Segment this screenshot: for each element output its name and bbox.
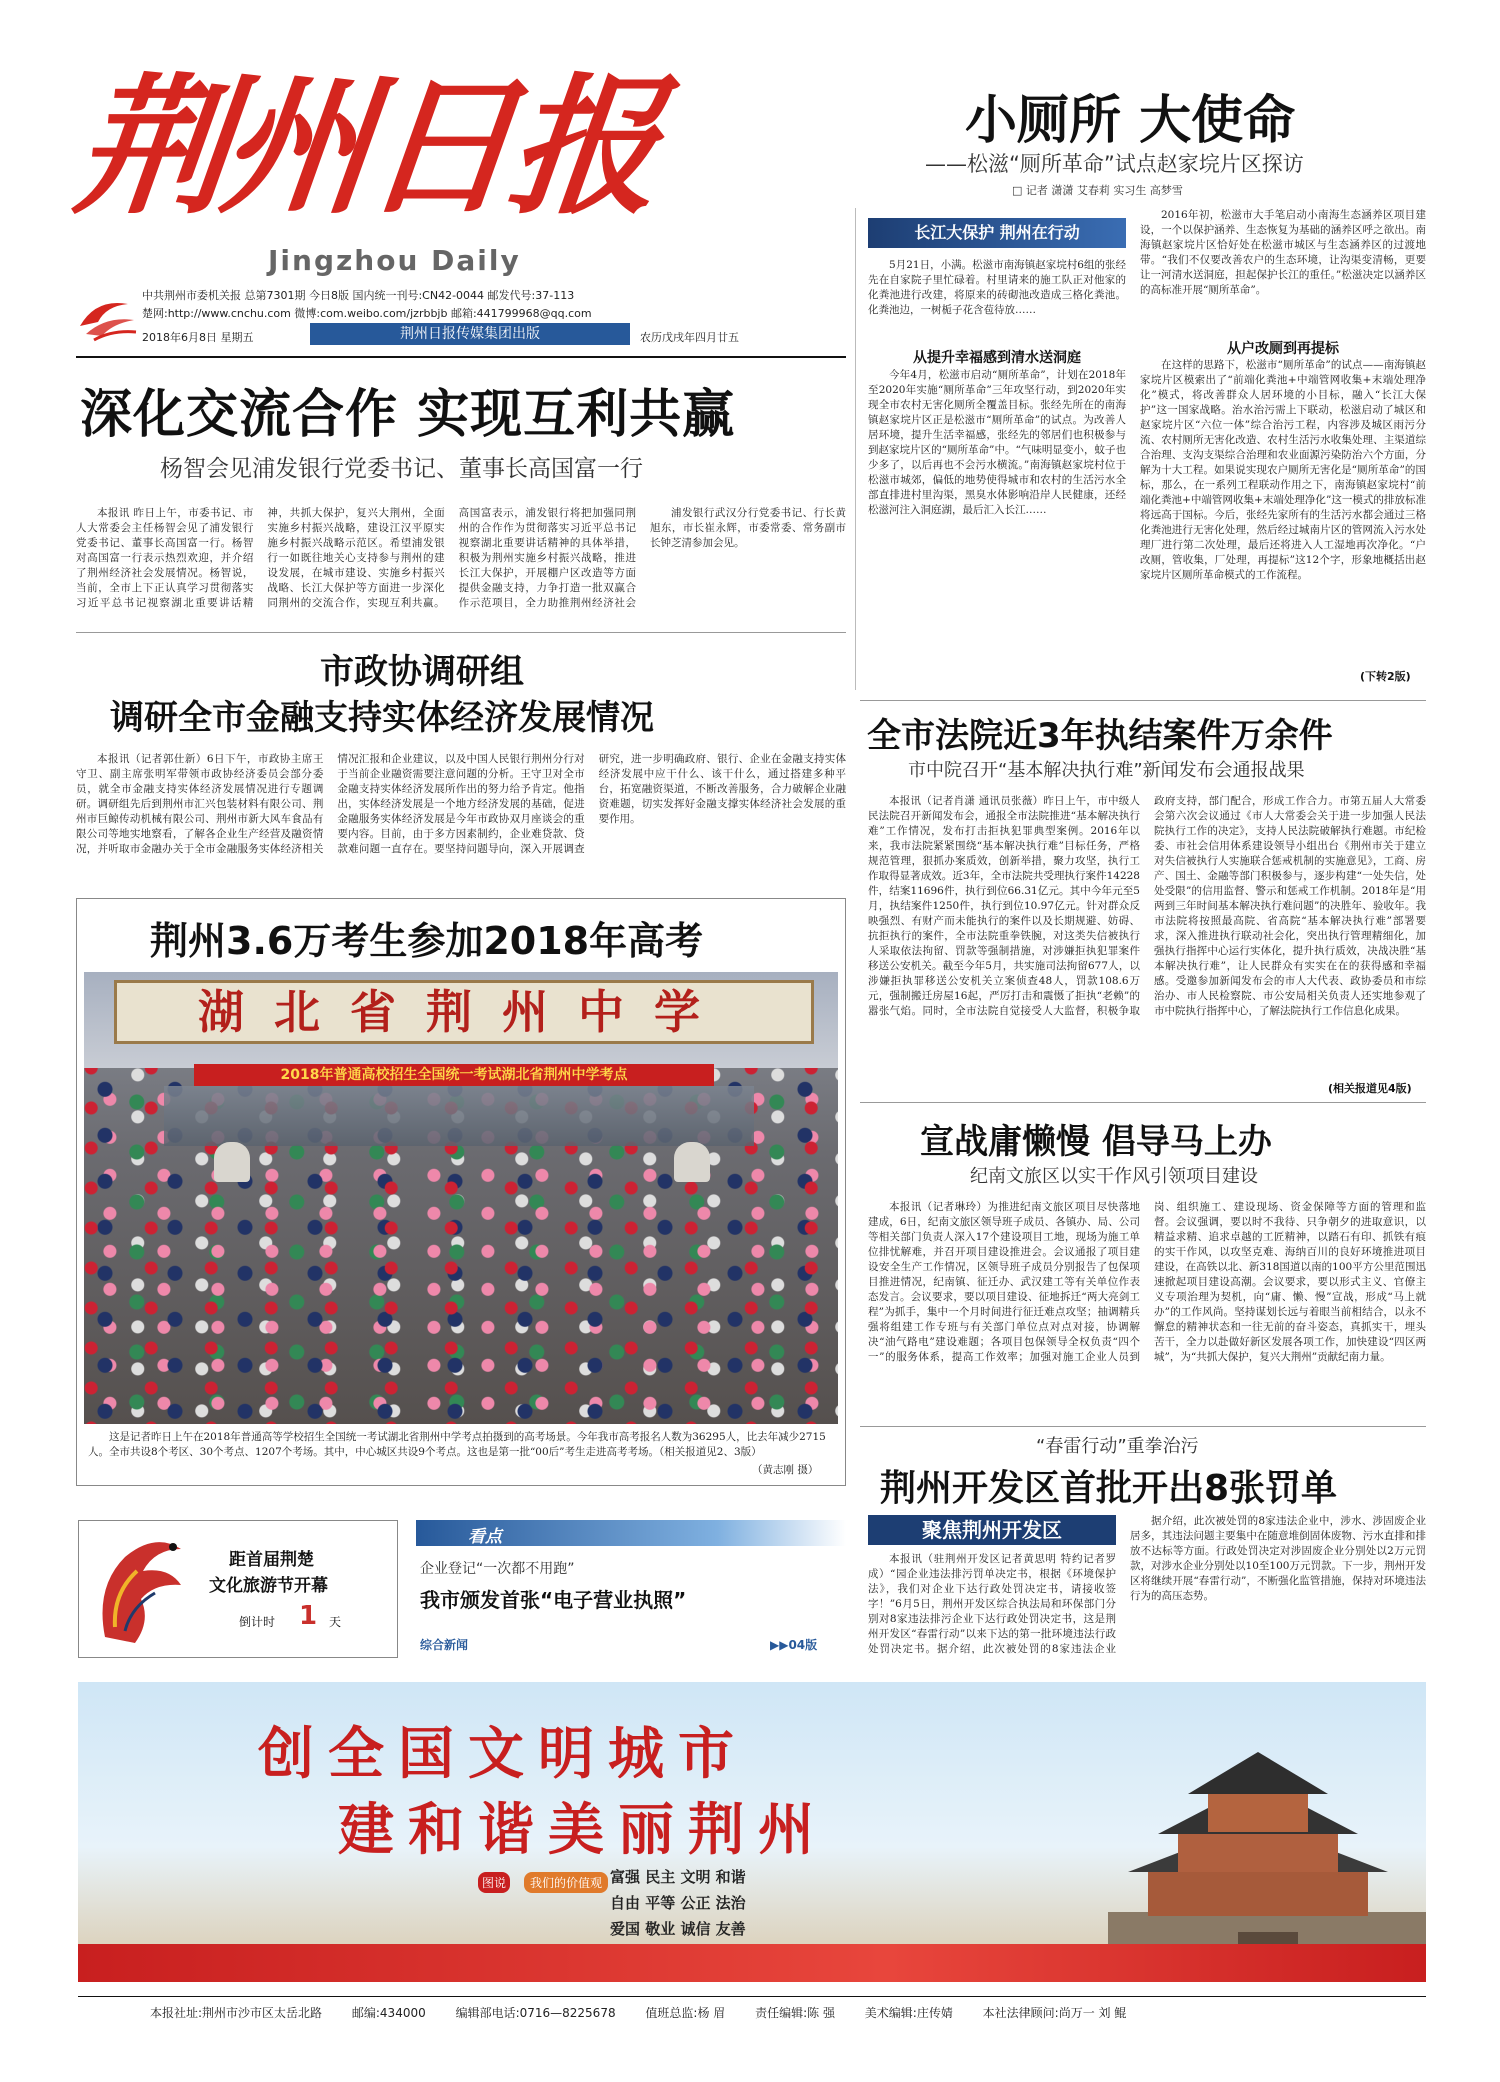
top-story-section2: 从户改厕到再提标 <box>1227 341 1339 357</box>
banner-badge1: 图说 <box>478 1872 510 1893</box>
exam-title: 荆州3.6万考生参加2018年高考 <box>150 919 704 963</box>
rule <box>76 632 846 633</box>
top-story-col2b <box>1140 358 1426 668</box>
court-subtitle: 市中院召开“基本解决执行难”新闻发布会通报战果 <box>908 760 1305 781</box>
banner-values2: 自由 平等 公正 法治 <box>610 1894 746 1912</box>
school-sign <box>114 980 814 1044</box>
masthead-logo: 荆州日报 <box>68 59 664 235</box>
footer-address: 本报社址:荆州市沙市区太岳北路 <box>150 2006 323 2020</box>
top-story-title: 小厕所 大使命 <box>965 91 1296 151</box>
paragraph: 今年4月，松滋市启动“厕所革命”，计划在2018年至2020年实施“厕所革命”三年攻坚行动，到2020年实现全市农村无害化厕所全覆盖目标。张经先所在的南海镇赵家垸片区正是松滋市“厕所革命”的试点。为改善人居环境，提升生活幸福感，张经先的邻居们也积极参与到赵家垸片区的“厕所革命”中。“气味明显变小，蚊子也少多了，以后再也不会污水横流。”南海镇赵家垸村位于松滋市城郊，偏低的地势使得城市和农村的生活污水全部直排进村里沟渠，黑臭水体影响沿岸人民健康，还经松滋河注入洞庭湖，最后汇入长江…… <box>868 369 1126 516</box>
countdown-line1: 距首届荆楚 <box>229 1550 314 1570</box>
dev-body-right <box>1130 1514 1426 1654</box>
banner-line2: 建和谐美丽荆州 <box>338 1797 828 1863</box>
banner-badge2: 我们的价值观 <box>524 1872 608 1893</box>
top-story-byline: □ 记者 潇潇 艾春莉 实习生 高梦雪 <box>1012 184 1183 197</box>
footer-art: 美术编辑:庄传婧 <box>864 2006 953 2020</box>
dev-tag-text: 聚焦荆州开发区 <box>922 1518 1062 1542</box>
top-story-col1b <box>868 368 1126 686</box>
cppcc-title1: 市政协调研组 <box>320 652 524 692</box>
lead-story-body-cont <box>650 506 846 618</box>
masthead-lunar: 农历戊戌年四月廿五 <box>640 331 739 344</box>
highlight-tag: 看点 <box>468 1527 502 1547</box>
lead-story-title: 深化交流合作 实现互利共赢 <box>80 385 736 445</box>
footer-lawyer: 本社法律顾问:尚万一 刘 鲲 <box>982 2006 1127 2020</box>
lazy-subtitle: 纪南文旅区以实干作风引领项目建设 <box>970 1166 1258 1187</box>
paragraph: 本报讯 昨日上午，市委书记、市人大常委会主任杨智会见了浦发银行党委书记、董事长高国富一行。杨智对高国富一行表示热烈欢迎，并介绍了荆州经济社会发展情况。杨智说，当前，全市上下正认真学习贯彻落实习近平总书记视察湖北重要讲话精神，共抓大保护，复兴大荆州，全面实施乡村振兴战略，建设江汉平原实施乡村振兴战略示范区。希望浦发银行一如既往地关心支持参与荆州的建设发展，在城市建设、实施乡村振兴战略、长江大保护等方面进一步深化同荆州的交流合作，实现互利共赢。高国富表示，浦发银行将把加强同荆州的合作作为贯彻落实习近平总书记视察湖北重要讲话精神的具体举措，积极为荆州实施乡村振兴战略，推进长江大保护，开展棚户区改造等方面提供金融支持，力争打造一批双赢合作示范项目，全力助推荆州经济社会 <box>76 507 636 609</box>
dev-body-left <box>868 1552 1116 1654</box>
banner-ribbon <box>78 1944 1426 1982</box>
countdown-box <box>78 1520 398 1658</box>
exam-credit: （黄志刚 摄） <box>752 1464 819 1476</box>
court-note: (相关报道见4版) <box>1328 1082 1412 1095</box>
masthead-info-line2: 楚网:http://www.cnchu.com 微博:com.weibo.com/jzrbbjb 邮箱:441799968@qq.com <box>142 307 592 320</box>
highlight-page-link[interactable]: ▶▶04版 <box>770 1638 818 1652</box>
rule <box>860 1426 1426 1427</box>
footer <box>150 2004 1426 2021</box>
masthead-date: 2018年6月8日 星期五 <box>142 331 254 344</box>
countdown-label: 倒计时 <box>239 1615 276 1629</box>
lead-story-subtitle: 杨智会见浦发银行党委书记、董事长高国富一行 <box>160 456 643 482</box>
banner-values3: 爱国 敬业 诚信 友善 <box>610 1920 746 1938</box>
countdown-line2: 文化旅游节开幕 <box>209 1576 328 1596</box>
footer-phone: 编辑部电话:0716—8225678 <box>455 2006 616 2020</box>
exam-gate-banner-text: 2018年普通高校招生全国统一考试湖北省荆州中学考点 <box>280 1067 628 1083</box>
banner-ad <box>78 1682 1426 1982</box>
highlight-kicker: 企业登记“一次都不用跑” <box>420 1561 575 1577</box>
paragraph: 5月21日，小满。松滋市南海镇赵家垸村6组的张经先在自家院子里忙碌着。村里请来的施工队正对他家的化粪池进行改建，将原来的砖砌池改造成三格化粪池。化粪池边，一树栀子花含苞待放…… <box>868 259 1126 316</box>
city-gate-tower-icon <box>1108 1722 1426 1982</box>
top-story-col2a <box>1140 208 1426 334</box>
paragraph: 本报讯（记者郭仕新）6日下午，市政协主席王守卫、副主席张明军带领市政协经济委员会部分委员，就全市金融支持实体经济发展情况进行专题调研。调研组先后到荆州市汇兴包装材料有限公司、荆州市巨鲸传动机械有限公司、荆州市新大风车食品有限公司等地实地察看，了解各企业生产经营及融资情况，并听取市金融办关于全市金融服务实体经济相关情况汇报和企业建议，以及中国人民银行荆州分行对于当前企业融资需要注意问题的分析。王守卫对全市金融支持实体经济发展所作出的努力给予肯定。他指出，实体经济发展是一个地方经济发展的基础，促进金融服务实体经济发展是今年市政协双月座谈会的重要内容。目前，由于多方因素制约，企业难贷款、贷款难问题一直存在。要坚持问题导向，深入开展调查研究，进一步明确政府、银行、企业在金融支持实体经济发展中应干什么、该干什么，通过搭建多种平台，拓宽融资渠道，不断改善服务，合力破解企业融资难题，切实发挥好金融支撑实体经济社会发展的重要作用。 <box>76 753 846 855</box>
countdown-days: 1 <box>299 1601 318 1631</box>
banner-line1: 创全国文明城市 <box>258 1721 748 1787</box>
footer-postcode: 邮编:434000 <box>351 2006 426 2020</box>
lazy-body <box>868 1200 1426 1410</box>
top-story-tag-text: 长江大保护 荆州在行动 <box>914 223 1080 242</box>
exam-photo <box>84 972 838 1424</box>
rule <box>860 1102 1426 1103</box>
footer-chief: 值班总监:杨 眉 <box>645 2006 726 2020</box>
dev-title: 荆州开发区首批开出8张罚单 <box>880 1468 1338 1509</box>
cppcc-title2: 调研全市金融支持实体经济发展情况 <box>110 698 654 738</box>
exam-gate <box>164 1086 754 1146</box>
lion-statue <box>674 1142 710 1182</box>
masthead-swirl-logo <box>76 296 138 342</box>
paragraph: 浦发银行武汉分行党委书记、行长黄旭东，市长崔永辉，市委常委、常务副市长钟芝清参加会见。 <box>650 507 846 549</box>
lead-story-body <box>76 506 636 618</box>
dev-tag <box>868 1515 1116 1545</box>
exam-caption-text: 这是记者昨日上午在2018年普通高等学校招生全国统一考试湖北省荆州中学考点拍摄到的高考场景。今年我市高考报名人数为36295人，比去年减少2715人。全市共设8个考区、30个考点、1207个考场。其中，中心城区共设9个考点。这也是第一批“00后”考生走进高考考场。（相关报道见2、3版） <box>88 1431 826 1458</box>
phoenix-icon <box>85 1527 195 1651</box>
top-story-section1: 从提升幸福感到清水送洞庭 <box>913 350 1081 366</box>
dev-kicker: “春雷行动”重拳治污 <box>1036 1436 1199 1457</box>
paragraph: 本报讯（驻荆州开发区记者黄思明 特约记者罗成）“园企业违法排污罚单决定书，根据《环境保护法》，我们对企业下达行政处罚决定书，请接收签字！”6月5日，荆州开发区综合执法局和环保部门分别对8家违法排污企业下达行政处罚决定书，这是荆州开发区“春雷行动”以来下达的第一批环境违法行政处罚决定书。据介绍，此次被处罚的8家违法企业 <box>868 1553 1116 1654</box>
masthead-group-bar <box>310 323 630 345</box>
court-title: 全市法院近3年执结案件万余件 <box>867 716 1333 756</box>
lazy-title: 宣战庸懒慢 倡导马上办 <box>920 1122 1272 1162</box>
masthead-info-line1: 中共荆州市委机关报 总第7301期 今日8版 国内统一刊号:CN42-0044 邮发代号:37-113 <box>142 289 575 302</box>
masthead-english: Jingzhou Daily <box>268 244 521 277</box>
paragraph: 本报讯（记者琳玲）为推进纪南文旅区项目尽快落地建成，6日，纪南文旅区领导班子成员、各镇办、局、公司等相关部门负责人深入17个建设项目工地，现场为施工单位排忧解难，并召开项目建设推进会。会议通报了项目建设安全生产工作情况，区领导班子成员分别报告了包保项目推进情况，纪南镇、征迁办、武汉建工等有关单位作表态发言。会议要求，要以项目建设、征地拆迁“两大亮剑工程”为抓手，集中一个月时间进行征迁难点攻坚；抽调精兵强将组建工作专班与有关部门单位点对点对接，协调解决“油气路电”建设难题；各项目包保领导全权负责“四个一”的服务体系，提高工作效率；加强对施工企业人员到岗、组织施工、建设现场、资金保障等方面的管理和监督。会议强调，要以时不我待、只争朝夕的进取意识，以精益求精、追求卓越的工匠精神，以踏石有印、抓铁有痕的实干作风，以攻坚克难、海纳百川的良好环境推进项目建设，在高铁以北、新318国道以南的100平方公里范围迅速掀起项目建设高潮。会议要求，要以形式主义、官僚主义专项治理为契机，向“庸、懒、慢”宣战，形成“马上就办”的工作风尚。坚持谋划长远与着眼当前相结合，以永不懈怠的精神状态和一往无前的奋斗姿态，真抓实干，埋头苦干，全力以赴做好新区发展各项工作，加快建设“四区两城”，为“共抓大保护，复兴大荆州”贡献纪南力量。 <box>868 1201 1426 1363</box>
paragraph: 2016年初，松滋市大手笔启动小南海生态涵养区项目建设，一个以保护涵养、生态恢复为基础的涵养区呼之欲出。南海镇赵家垸片区恰好处在松滋市城区与生态涵养区的过渡地带。“我们不仅要改善农户的生态环境，让沟渠变清畅，更要让一河清水送洞庭，担起保护长江的重任。”松滋决定以涵养区的高标准开展“厕所革命”。 <box>1140 209 1426 296</box>
school-sign-text: 湖北省荆州中学 <box>198 985 730 1039</box>
top-story-tag <box>868 218 1126 248</box>
paragraph: 据介绍，此次被处罚的8家违法企业中，涉水、涉固废企业居多，其违法问题主要集中在随意堆倒固体废物、污水直排和排放不达标等方面。行政处罚决定对涉固废企业分别处以2万元罚款，对涉水企业分别处以10至100万元罚款。下一步，荆州开发区将继续开展“春雷行动”，不断强化监管措施，保持对环境违法行为的高压态势。 <box>1130 1515 1426 1602</box>
column-divider <box>855 208 856 690</box>
masthead-group: 荆州日报传媒集团出版 <box>400 326 540 342</box>
banner-values1: 富强 民主 文明 和谐 <box>610 1868 746 1886</box>
paragraph: 本报讯（记者肖潇 通讯员张薇）昨日上午，市中级人民法院召开新闻发布会，通报全市法院推进“基本解决执行难”工作情况，发布打击拒执犯罪典型案例。2016年以来，我市法院紧紧围绕“基本解决执行难”目标任务，严格规范管理，狠抓办案质效，创新举措，聚力攻坚，执行工作取得显著成效。近3年，全市法院共受理执行案件14228件，结案11696件，执行到位66.31亿元。其中今年元至5月，执结案件1250件，执行到位10.97亿元。针对群众反映强烈、有财产而未能执行的案件以及长期规避、妨碍、抗拒执行的案件，全市法院重拳铁腕，对这类失信被执行人采取依法拘留、罚款等强制措施，对涉嫌拒执犯罪案件移送公安机关。截至今年5月，共实施司法拘留677人，以涉嫌拒执罪移送公安机关立案侦查48人，罚款108.6万元，强制搬迁房屋16起，严厉打击和震慑了拒执“老赖”的嚣张气焰。同时，全市法院自觉接受人大监督，积极争取政府支持，部门配合，形成工作合力。市第五届人大常委会第六次会议通过《市人大常委会关于进一步加强人民法院执行工作的决定》，支持人民法院破解执行难题。市纪检委、市社会信用体系建设领导小组出台《荆州市关于建立对失信被执行人实施联合惩戒机制的实施意见》，工商、房产、国土、金融等部门积极参与，逐步构建“一处失信，处处受限”的信用监督、警示和惩戒工作机制。2018年是“用两到三年时间基本解决执行难问题”的决胜年、验收年。我市法院将按照最高院、省高院“基本解决执行难”部署要求，深入推进执行联动社会化，突出执行管理精细化，加强执行指挥中心运行实体化，提升执行质效，决战决胜“基本解决执行难”，让人民群众有实实在在的获得感和幸福感。受邀参加新闻发布会的市人大代表、政协委员和市综治办、市人民检察院、市公安局相关负责人还实地参观了市中院执行指挥中心，了解法院执行工作信息化成果。 <box>868 795 1426 1017</box>
footer-editor: 责任编辑:陈 强 <box>755 2006 835 2020</box>
rule <box>76 356 846 358</box>
paragraph: 在这样的思路下，松滋市“厕所革命”的试点——南海镇赵家垸片区模索出了“前端化粪池+中端管网收集+末端处理净化”模式，将改善群众人居环境的小目标，融入“长江大保护”这一国家战略。治水治污需上下联动，松滋启动了城区和赵家垸片区“六位一体”综合治污工程，内容涉及城区雨污分流、农村厕所无害化改造、农村生活污水收集处理、主渠道综合治理、支沟支渠综合治理和农业面源污染防治六个方面，分解为十大工程。如果说实现农户厕所无害化是“厕所革命”的国标，那么，在一系列工程联动作用之下，南海镇赵家垸村“前端化粪池+中端管网收集+末端处理净化”这一模式的排放标准将远高于国标。今后，张经先家所有的生活污水都会通过三格化粪池进行无害化处理，然后经过城南片区的管网流入污水处理厂进行第二次处理，最后还将进入人工湿地再次净化。“户改厕，管收集，厂处理，再提标”这12个字，形象地概括出赵家垸片区厕所革命模式的工作流程。 <box>1140 359 1426 581</box>
footer-rule <box>78 1996 1426 1997</box>
top-story-subtitle: ——松滋“厕所革命”试点赵家垸片区探访 <box>925 152 1304 176</box>
highlight-title: 我市颁发首张“电子营业执照” <box>420 1588 687 1612</box>
top-story-col1a <box>868 258 1126 344</box>
rule <box>860 700 1426 701</box>
highlight-section: 综合新闻 <box>420 1638 469 1652</box>
exam-gate-banner <box>194 1064 714 1086</box>
cppcc-body <box>76 752 846 870</box>
court-body <box>868 794 1426 1084</box>
countdown-unit: 天 <box>329 1615 342 1629</box>
highlight-bar <box>416 1520 846 1546</box>
lion-statue <box>214 1142 250 1182</box>
top-story-continue: (下转2版) <box>1360 670 1411 683</box>
exam-caption <box>88 1430 834 1460</box>
